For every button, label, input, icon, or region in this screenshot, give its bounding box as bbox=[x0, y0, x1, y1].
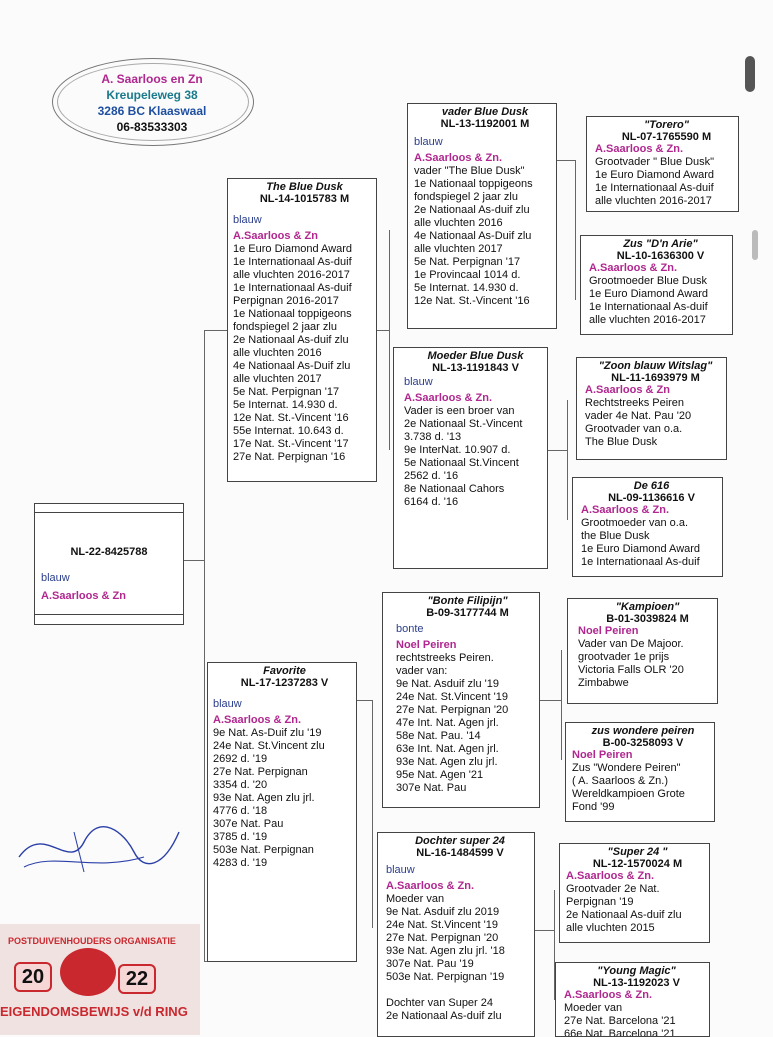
pigeon-results bbox=[233, 243, 376, 464]
result-line: 93e Nat. Agen zlu jrl. bbox=[396, 756, 498, 768]
pigeon-ring: NL-16-1484599 V bbox=[416, 847, 504, 859]
result-line: the Blue Dusk bbox=[581, 530, 650, 542]
connector-line bbox=[183, 560, 205, 561]
result-line: Rechtstreeks Peiren bbox=[585, 397, 685, 409]
pigeon-name: De 616 bbox=[633, 480, 670, 492]
pigeon-name: "Bonte Filipijn" bbox=[427, 595, 508, 607]
pigeon-name: vader Blue Dusk bbox=[441, 106, 529, 118]
result-line: The Blue Dusk bbox=[585, 436, 658, 448]
pigeon-name: Zus "D'n Arie" bbox=[623, 238, 698, 250]
result-line: 1e Internationaal As-duif bbox=[233, 282, 352, 294]
pigeon-results bbox=[396, 652, 539, 795]
connector-line bbox=[561, 650, 562, 760]
pigeon-results bbox=[414, 165, 556, 308]
pigeon-ring: B-09-3177744 M bbox=[426, 607, 509, 619]
result-line: alle vluchten 2016-2017 bbox=[595, 195, 712, 207]
result-line bbox=[386, 984, 534, 997]
connector-line bbox=[204, 330, 228, 331]
result-line: Grootvader 2e Nat. bbox=[566, 883, 660, 895]
result-line: 4e Nationaal As-Duif zlu bbox=[414, 230, 532, 242]
connector-line bbox=[575, 160, 576, 300]
result-line: rechtstreeks Peiren. bbox=[396, 652, 494, 664]
pigeon-ring: B-00-3258093 V bbox=[602, 737, 684, 749]
pigeon-results bbox=[566, 883, 709, 935]
result-line: 3354 d. '20 bbox=[213, 779, 268, 791]
pigeon-color: blauw bbox=[213, 698, 242, 710]
connector-line bbox=[389, 230, 390, 450]
pigeon-color: bonte bbox=[396, 623, 424, 635]
result-line: alle vluchten 2016 bbox=[414, 217, 503, 229]
result-line: 9e Nat. Asduif zlu '19 bbox=[396, 678, 499, 690]
result-line: 47e Int. Nat. Agen jrl. bbox=[396, 717, 499, 729]
result-line: 93e Nat. Agen zlu jrl. bbox=[213, 792, 315, 804]
result-line: 1e Provincaal 1014 d. bbox=[414, 269, 521, 281]
result-line: Vader is een broer van bbox=[404, 405, 515, 417]
pigeon-card-ddd bbox=[555, 962, 710, 1037]
pigeon-owner: A.Saarloos & Zn bbox=[233, 230, 318, 242]
pigeon-results bbox=[581, 517, 722, 569]
result-line: 27e Nat. Perpignan '20 bbox=[386, 932, 499, 944]
result-line: 1e Nationaal toppigeons bbox=[414, 178, 533, 190]
result-line: 8e Nationaal Cahors bbox=[404, 483, 505, 495]
result-line: Zimbabwe bbox=[578, 677, 629, 689]
pigeon-ring: NL-17-1237283 V bbox=[240, 677, 329, 689]
pigeon-owner: A.Saarloos & Zn. bbox=[566, 870, 655, 882]
pigeon-owner: A.Saarloos & Zn. bbox=[595, 143, 684, 155]
connector-line bbox=[376, 330, 390, 331]
result-line: 1e Euro Diamond Award bbox=[595, 169, 715, 181]
result-line: 24e Nat. St.Vincent zlu bbox=[213, 740, 325, 752]
stamp-city: 3286 BC Klaaswaal bbox=[97, 104, 207, 118]
pigeon-results bbox=[595, 156, 738, 208]
pigeon-name: The Blue Dusk bbox=[266, 181, 343, 193]
pigeon-results bbox=[404, 405, 547, 509]
result-line: 55e Internat. 10.643 d. bbox=[233, 425, 344, 437]
result-line: 6164 d. '16 bbox=[404, 496, 459, 508]
result-line: 2e Nationaal As-duif zlu bbox=[386, 1010, 502, 1022]
result-line: 307e Nat. Pau bbox=[213, 818, 284, 830]
punch-hole-shadow bbox=[752, 230, 758, 260]
result-line: 63e Int. Nat. Agen jrl. bbox=[396, 743, 499, 755]
pigeon-name: "Kampioen" bbox=[615, 601, 680, 613]
result-line: 5e Nationaal St.Vincent bbox=[404, 457, 519, 469]
pigeon-card-dds bbox=[559, 843, 710, 943]
pigeon-card-sss bbox=[586, 116, 739, 212]
pigeon-owner: A.Saarloos & Zn. bbox=[404, 392, 493, 404]
seal-year-left: 20 bbox=[14, 962, 52, 992]
result-line: alle vluchten 2016-2017 bbox=[233, 269, 350, 281]
ownership-seal bbox=[0, 924, 200, 1035]
result-line: 9e InterNat. 10.907 d. bbox=[404, 444, 511, 456]
pigeon-card-sire-dam bbox=[393, 347, 548, 569]
result-line: 93e Nat. Agen zlu jrl. '18 bbox=[386, 945, 505, 957]
stamp-phone: 06-83533303 bbox=[116, 120, 188, 134]
pigeon-owner: A.Saarloos & Zn. bbox=[414, 152, 503, 164]
pigeon-results bbox=[585, 397, 726, 449]
result-line: 2562 d. '16 bbox=[404, 470, 459, 482]
pigeon-ring: NL-09-1136616 V bbox=[608, 492, 695, 504]
result-line: vader van: bbox=[396, 665, 448, 677]
pigeon-owner: Noel Peiren bbox=[578, 625, 639, 637]
result-line: 1e Euro Diamond Award bbox=[589, 288, 709, 300]
pigeon-color: blauw bbox=[386, 864, 415, 876]
seal-org-text: POSTDUIVENHOUDERS ORGANISATIE bbox=[8, 936, 176, 946]
pigeon-card-sire-sire bbox=[407, 103, 557, 329]
seal-emblem bbox=[60, 948, 116, 996]
result-line: 2e Nationaal As-duif zlu bbox=[566, 909, 682, 921]
pigeon-card-sdd bbox=[572, 477, 723, 577]
result-line: 1e Internationaal As-duif bbox=[595, 182, 714, 194]
signature bbox=[14, 812, 184, 882]
punch-hole bbox=[745, 56, 755, 92]
result-line: 2e Nationaal St.-Vincent bbox=[404, 418, 523, 430]
result-line: 2e Nationaal As-duif zlu bbox=[233, 334, 349, 346]
seal-title: EIGENDOMSBEWIJS v/d RING bbox=[0, 1004, 188, 1019]
pigeon-name: "Torero" bbox=[644, 119, 689, 131]
stamp-street: Kreupeleweg 38 bbox=[106, 88, 198, 102]
stamp-name: A. Saarloos en Zn bbox=[101, 72, 203, 86]
pigeon-color: blauw bbox=[414, 136, 443, 148]
result-line: 4283 d. '19 bbox=[213, 857, 268, 869]
pigeon-card-dss bbox=[567, 598, 718, 704]
card-bottom-rule bbox=[35, 614, 183, 615]
pigeon-name: zus wondere peiren bbox=[591, 725, 695, 737]
pigeon-card-dam-sire bbox=[382, 592, 540, 808]
connector-line bbox=[535, 930, 555, 931]
result-line: 2e Nationaal As-duif zlu bbox=[414, 204, 530, 216]
pigeon-results bbox=[386, 893, 534, 1023]
result-line: 58e Nat. Pau. '14 bbox=[396, 730, 481, 742]
pigeon-owner: A.Saarloos & Zn. bbox=[564, 989, 653, 1001]
result-line: alle vluchten 2017 bbox=[414, 243, 503, 255]
result-line: 27e Nat. Perpignan bbox=[213, 766, 308, 778]
result-line: Moeder van bbox=[386, 893, 445, 905]
pigeon-card-subject bbox=[34, 503, 184, 625]
result-line: Grootvader " Blue Dusk" bbox=[595, 156, 715, 168]
pigeon-owner: A.Saarloos & Zn. bbox=[386, 880, 475, 892]
card-top-rule bbox=[35, 512, 183, 513]
pigeon-card-ssd bbox=[580, 235, 733, 335]
result-line: 17e Nat. St.-Vincent '17 bbox=[233, 438, 349, 450]
result-line: 4e Nationaal As-Duif zlu bbox=[233, 360, 351, 372]
result-line: 503e Nat. Perpignan bbox=[213, 844, 314, 856]
result-line: Fond '99 bbox=[572, 801, 615, 813]
result-line: 1e Euro Diamond Award bbox=[581, 543, 701, 555]
result-line: 503e Nat. Perpignan '19 bbox=[386, 971, 505, 983]
connector-line bbox=[556, 160, 576, 161]
result-line: alle vluchten 2017 bbox=[233, 373, 322, 385]
connector-line bbox=[540, 700, 562, 701]
result-line: fondspiegel 2 jaar zlu bbox=[233, 321, 337, 333]
result-line: 5e Nat. Perpignan '17 bbox=[414, 256, 521, 268]
pigeon-name: "Young Magic" bbox=[597, 965, 676, 977]
result-line: alle vluchten 2016 bbox=[233, 347, 322, 359]
result-line: 27e Nat. Perpignan '20 bbox=[396, 704, 509, 716]
pigeon-owner: A.Saarloos & Zn bbox=[585, 384, 670, 396]
result-line: 2692 d. '19 bbox=[213, 753, 268, 765]
result-line: 24e Nat. St.Vincent '19 bbox=[386, 919, 498, 931]
result-line: fondspiegel 2 jaar zlu bbox=[414, 191, 518, 203]
result-line: 27e Nat. Barcelona '21 bbox=[564, 1015, 676, 1027]
result-line: 4776 d. '18 bbox=[213, 805, 268, 817]
connector-line bbox=[548, 450, 568, 451]
result-line: Grootmoeder van o.a. bbox=[581, 517, 689, 529]
result-line: 9e Nat. As-Duif zlu '19 bbox=[213, 727, 322, 739]
pigeon-owner: A.Saarloos & Zn. bbox=[589, 262, 678, 274]
result-line: Grootmoeder Blue Dusk bbox=[589, 275, 707, 287]
result-line: Victoria Falls OLR '20 bbox=[578, 664, 684, 676]
subject-owner: A.Saarloos & Zn bbox=[41, 590, 126, 602]
result-line: Moeder van bbox=[564, 1002, 623, 1014]
pigeon-results bbox=[213, 727, 356, 870]
result-line: Perpignan 2016-2017 bbox=[233, 295, 339, 307]
result-line: 1e Internationaal As-duif bbox=[233, 256, 352, 268]
pigeon-name: Moeder Blue Dusk bbox=[427, 350, 524, 362]
connector-line bbox=[567, 400, 568, 520]
result-line: Wereldkampioen Grote bbox=[572, 788, 685, 800]
pigeon-owner: Noel Peiren bbox=[572, 749, 633, 761]
pigeon-results bbox=[578, 638, 717, 690]
pigeon-color: blauw bbox=[233, 214, 262, 226]
result-line: Grootvader van o.a. bbox=[585, 423, 683, 435]
result-line: 1e Internationaal As-duif bbox=[589, 301, 708, 313]
subject-color: blauw bbox=[41, 572, 70, 584]
result-line: 307e Nat. Pau '19 bbox=[386, 958, 474, 970]
result-line: 3785 d. '19 bbox=[213, 831, 268, 843]
pigeon-card-sds bbox=[576, 357, 727, 460]
seal-year-right: 22 bbox=[118, 964, 156, 994]
result-line: 5e Internat. 14.930 d. bbox=[414, 282, 519, 294]
connector-line bbox=[356, 700, 373, 701]
pigeon-card-dam-dam bbox=[377, 832, 535, 1037]
result-line: Dochter van Super 24 bbox=[386, 997, 494, 1009]
result-line: 5e Nat. Perpignan '17 bbox=[233, 386, 340, 398]
pigeon-ring: NL-13-1192023 V bbox=[593, 977, 680, 989]
connector-line bbox=[204, 330, 205, 962]
subject-ring: NL-22-8425788 bbox=[70, 546, 148, 558]
result-line: ( A. Saarloos & Zn.) bbox=[572, 775, 668, 787]
result-line: Zus "Wondere Peiren" bbox=[572, 762, 681, 774]
pigeon-ring: NL-12-1570024 M bbox=[592, 858, 683, 870]
pigeon-owner: A.Saarloos & Zn. bbox=[581, 504, 670, 516]
pigeon-name: "Super 24 " bbox=[607, 846, 668, 858]
result-line: grootvader 1e prijs bbox=[578, 651, 670, 663]
result-line: 95e Nat. Agen '21 bbox=[396, 769, 484, 781]
result-line: 12e Nat. St.-Vincent '16 bbox=[414, 295, 530, 307]
result-line: vader "The Blue Dusk" bbox=[414, 165, 525, 177]
result-line: 1e Internationaal As-duif bbox=[581, 556, 700, 568]
pigeon-ring: NL-07-1765590 M bbox=[621, 131, 712, 143]
pigeon-ring: NL-13-1191843 V bbox=[432, 362, 519, 374]
result-line: 1e Euro Diamond Award bbox=[233, 243, 353, 255]
pigeon-ring: NL-13-1192001 M bbox=[440, 118, 530, 130]
result-line: 5e Internat. 14.930 d. bbox=[233, 399, 338, 411]
pigeon-name: Favorite bbox=[263, 665, 306, 677]
connector-line bbox=[372, 700, 373, 928]
pigeon-results bbox=[564, 1002, 709, 1037]
pigeon-card-sire bbox=[227, 178, 377, 482]
result-line: 24e Nat. St.Vincent '19 bbox=[396, 691, 508, 703]
result-line: 1e Nationaal toppigeons bbox=[233, 308, 352, 320]
pigeon-owner: A.Saarloos & Zn. bbox=[213, 714, 302, 726]
pigeon-results bbox=[572, 762, 714, 814]
pigeon-ring: NL-11-1693979 M bbox=[611, 372, 700, 384]
result-line: 3.738 d. '13 bbox=[404, 431, 462, 443]
result-line: alle vluchten 2016-2017 bbox=[589, 314, 706, 326]
result-line: Vader van De Majoor. bbox=[578, 638, 684, 650]
result-line: alle vluchten 2015 bbox=[566, 922, 655, 934]
pigeon-color: blauw bbox=[404, 376, 433, 388]
pigeon-ring: B-01-3039824 M bbox=[606, 613, 689, 625]
result-line: 66e Nat. Barcelona '21 bbox=[564, 1028, 676, 1037]
pigeon-ring: NL-10-1636300 V bbox=[616, 250, 705, 262]
result-line: 12e Nat. St.-Vincent '16 bbox=[233, 412, 349, 424]
pigeon-card-dam bbox=[207, 662, 357, 962]
result-line: 9e Nat. Asduif zlu 2019 bbox=[386, 906, 500, 918]
pigeon-card-dsd bbox=[565, 722, 715, 822]
pigeon-ring: NL-14-1015783 M bbox=[259, 193, 350, 205]
result-line: Perpignan '19 bbox=[566, 896, 634, 908]
pigeon-name: Dochter super 24 bbox=[415, 835, 505, 847]
result-line: 307e Nat. Pau bbox=[396, 782, 467, 794]
pigeon-owner: Noel Peiren bbox=[396, 639, 457, 651]
result-line: 27e Nat. Perpignan '16 bbox=[233, 451, 346, 463]
pigeon-name: "Zoon blauw Witslag" bbox=[598, 360, 713, 372]
pigeon-results bbox=[589, 275, 732, 327]
result-line: vader 4e Nat. Pau '20 bbox=[585, 410, 692, 422]
